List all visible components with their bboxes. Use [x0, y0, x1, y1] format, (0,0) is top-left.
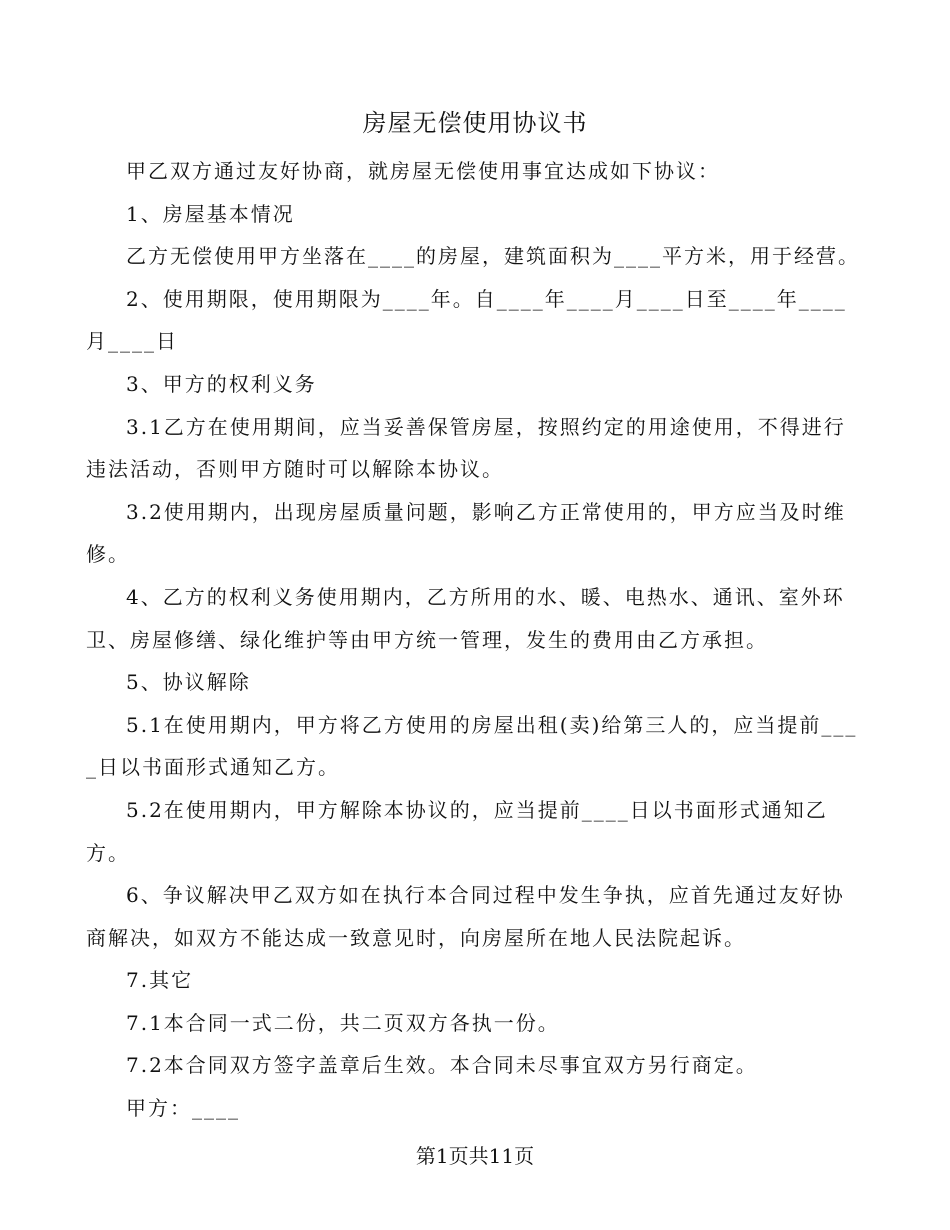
paragraph-section-1-content: 乙方无偿使用甲方坐落在____的房屋，建筑面积为____平方米，用于经营。 [126, 244, 860, 269]
paragraph-section-5-1: 5.1在使用期内，甲方将乙方使用的房屋出租(卖)给第三人的，应当提前____日以书面形式通知乙方。 [86, 712, 858, 780]
document-title: 房屋无偿使用协议书 [362, 109, 588, 137]
page-number-footer: 第1页共11页 [415, 1144, 535, 1168]
paragraph-section-5-heading: 5、协议解除 [126, 670, 251, 695]
paragraph-intro: 甲乙双方通过友好协商，就房屋无偿使用事宜达成如下协议： [126, 159, 720, 183]
paragraph-section-6: 6、争议解决甲乙双方如在执行本合同过程中发生争执，应首先通过友好协商解决，如双方不能达成一致意见时，向房屋所在地人民法院起诉。 [86, 883, 845, 950]
paragraph-section-7-1: 7.1本合同一式二份，共二页双方各执一份。 [126, 1010, 560, 1035]
paragraph-section-3-1: 3.1乙方在使用期间，应当妥善保管房屋，按照约定的用途使用，不得进行违法活动，否则甲方随时可以解除本协议。 [86, 414, 846, 482]
paragraph-section-4: 4、乙方的权利义务使用期内，乙方所用的水、暖、电热水、通讯、室外环卫、房屋修缮、绿化维护等由甲方统一管理，发生的费用由乙方承担。 [86, 584, 845, 652]
paragraph-section-7-heading: 7.其它 [126, 968, 194, 993]
document-body [86, 150, 866, 1130]
paragraph-section-2: 2、使用期限，使用期限为____年。自____年____月____日至____年____月____日 [86, 286, 847, 354]
paragraph-section-7-2: 7.2本合同双方签字盖章后生效。本合同未尽事宜双方另行商定。 [126, 1053, 758, 1078]
paragraph-section-5-2: 5.2在使用期内，甲方解除本协议的，应当提前____日以书面形式通知乙方。 [86, 797, 828, 865]
paragraph-section-1-heading: 1、房屋基本情况 [126, 201, 295, 226]
paragraph-party-a-signature: 甲方：____ [126, 1096, 240, 1121]
paragraph-section-3-heading: 3、甲方的权利义务 [126, 371, 317, 396]
paragraph-section-3-2: 3.2使用期内，出现房屋质量问题，影响乙方正常使用的，甲方应当及时维修。 [86, 499, 846, 567]
